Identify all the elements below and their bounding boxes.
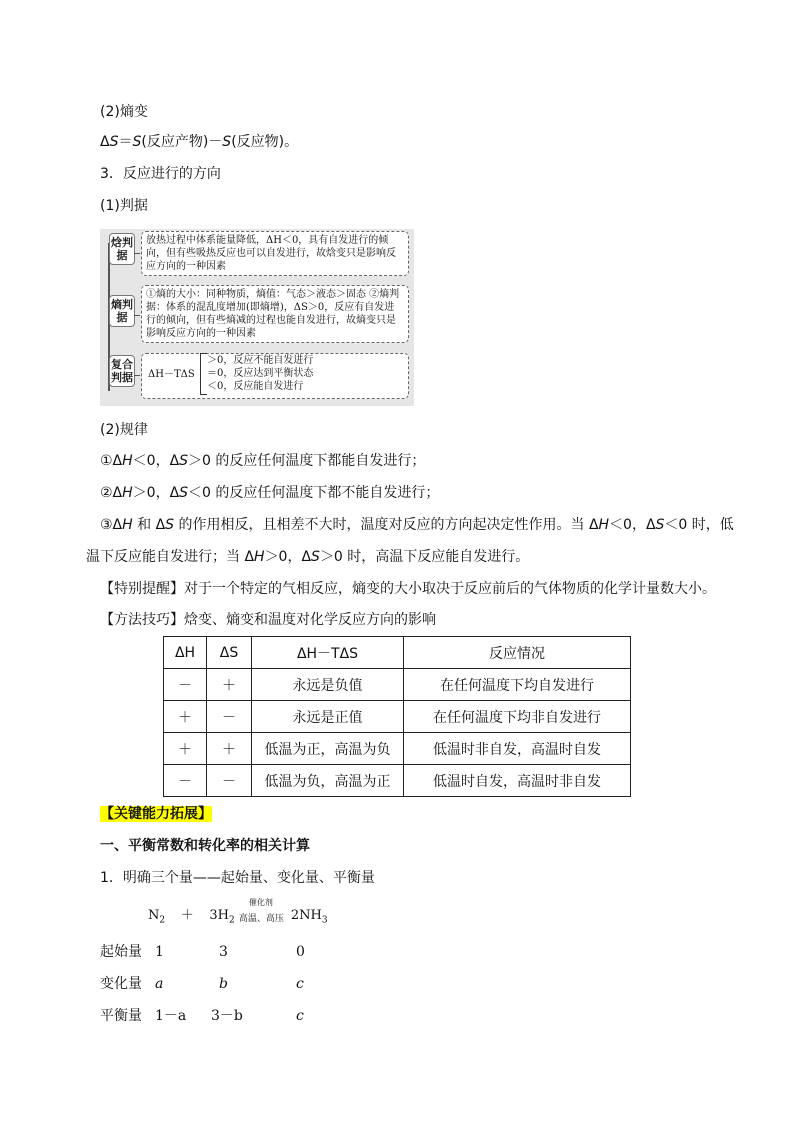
- direction-table: [163, 636, 631, 797]
- table-cell: 低温时非自发，高温时自发: [404, 733, 631, 765]
- table-row: [164, 701, 631, 733]
- table-cell: 低温时自发，高温时非自发: [404, 765, 631, 797]
- method-tip: 【方法技巧】焓变、熵变和温度对化学反应方向的影响: [100, 612, 436, 628]
- row-value: a: [155, 976, 164, 992]
- table-row: [164, 733, 631, 765]
- table-cell: ＋: [164, 701, 207, 733]
- table-row: [164, 765, 631, 797]
- table-cell: －: [164, 765, 207, 797]
- row-label: 起始量: [100, 944, 142, 960]
- item-1-heading: 1．明确三个量——起始量、变化量、平衡量: [100, 870, 375, 886]
- table-cell: －: [164, 669, 207, 701]
- table-cell: 永远是正值: [252, 701, 404, 733]
- table-cell: ＋: [207, 669, 252, 701]
- header-cell: ΔS: [207, 637, 252, 669]
- rule-3-continued: 温下反应能自发进行；当 ΔH＞0，ΔS＞0 时，高温下反应能自发进行。: [86, 549, 530, 565]
- header-cell: ΔH: [164, 637, 207, 669]
- row-value: b: [219, 976, 228, 992]
- combined-item: ＝0，反应达到平衡状态: [207, 368, 314, 379]
- entropy-formula: ΔS＝S(反应产物)－S(反应物)。: [100, 134, 299, 150]
- enthalpy-criterion-box: 放热过程中体系能量降低，ΔH＜0，具有自发进行的倾向，但有些吸热反应也可以自发进行，故焓变只是影响反应方向的一种因素: [141, 231, 409, 276]
- reaction-arrow: [238, 898, 291, 926]
- row-value: 3－b: [211, 1008, 243, 1024]
- table-cell: －: [207, 765, 252, 797]
- row-label: 平衡量: [100, 1008, 142, 1024]
- header-cell: 反应情况: [404, 637, 631, 669]
- table-cell: 永远是负值: [252, 669, 404, 701]
- catalyst-label: 催化剂: [248, 898, 273, 907]
- combined-item: ＜0，反应能自发进行: [207, 381, 304, 392]
- combined-item: ＞0，反应不能自发进行: [207, 355, 314, 366]
- table-row: [164, 669, 631, 701]
- key-ability-heading: 【关键能力拓展】: [100, 806, 212, 822]
- criteria-heading: (1)判据: [100, 198, 148, 214]
- criteria-diagram: [100, 229, 414, 406]
- condition-label: 高温、高压: [238, 914, 284, 924]
- table-cell: 在任何温度下均非自发进行: [404, 701, 631, 733]
- row-value: 3: [219, 944, 228, 960]
- table-cell: 低温为负，高温为正: [252, 765, 404, 797]
- header-cell: ΔH－TΔS: [252, 637, 404, 669]
- entropy-criterion-label: 熵判据: [109, 295, 135, 327]
- enthalpy-criterion-label: 焓判据: [109, 233, 135, 265]
- row-value: 0: [296, 944, 305, 960]
- rule-2: ②ΔH＞0，ΔS＜0 的反应任何温度下都不能自发进行；: [100, 485, 440, 501]
- entropy-change-heading: (2)熵变: [100, 104, 148, 120]
- row-value: 1: [155, 944, 164, 960]
- table-cell: ＋: [164, 733, 207, 765]
- table-cell: ＋: [207, 733, 252, 765]
- row-value: c: [296, 976, 304, 992]
- reaction-equation: $N_2 + 3H_2$ 催化剂 高温、高压 $2NH_3$: [148, 898, 328, 926]
- section-3-heading: 3．反应进行的方向: [100, 166, 221, 182]
- row-label: 变化量: [100, 976, 142, 992]
- rules-heading: (2)规律: [100, 422, 148, 438]
- entropy-criterion-box: ①熵的大小：同种物质，熵值：气态＞液态＞固态 ②熵判据：体系的混乱度增加(即熵增)，ΔS＞0，反应有自发进行的倾向，但有些熵减的过程也能自发进行，故熵变只是影响反应方向的一种因素: [141, 285, 409, 343]
- table-cell: －: [207, 701, 252, 733]
- special-reminder: 【特别提醒】对于一个特定的气相反应，熵变的大小取决于反应前后的气体物质的化学计量数大小。: [100, 581, 716, 597]
- table-header-row: [164, 637, 631, 669]
- row-value: 1－a: [155, 1008, 187, 1024]
- combined-expression: ΔH－TΔS: [148, 369, 195, 380]
- rule-3: ③ΔH 和 ΔS 的作用相反，且相差不大时，温度对反应的方向起决定性作用。当 ΔH＜0，ΔS＜0 时，低: [100, 517, 734, 533]
- rule-1: ①ΔH＜0，ΔS＞0 的反应任何温度下都能自发进行；: [100, 453, 426, 469]
- part-1-heading: 一、平衡常数和转化率的相关计算: [100, 838, 310, 854]
- row-value: c: [296, 1008, 304, 1024]
- table-cell: 在任何温度下均自发进行: [404, 669, 631, 701]
- table-cell: 低温为正，高温为负: [252, 733, 404, 765]
- brace: [200, 353, 207, 395]
- combined-criterion-label: 复合判据: [109, 355, 135, 387]
